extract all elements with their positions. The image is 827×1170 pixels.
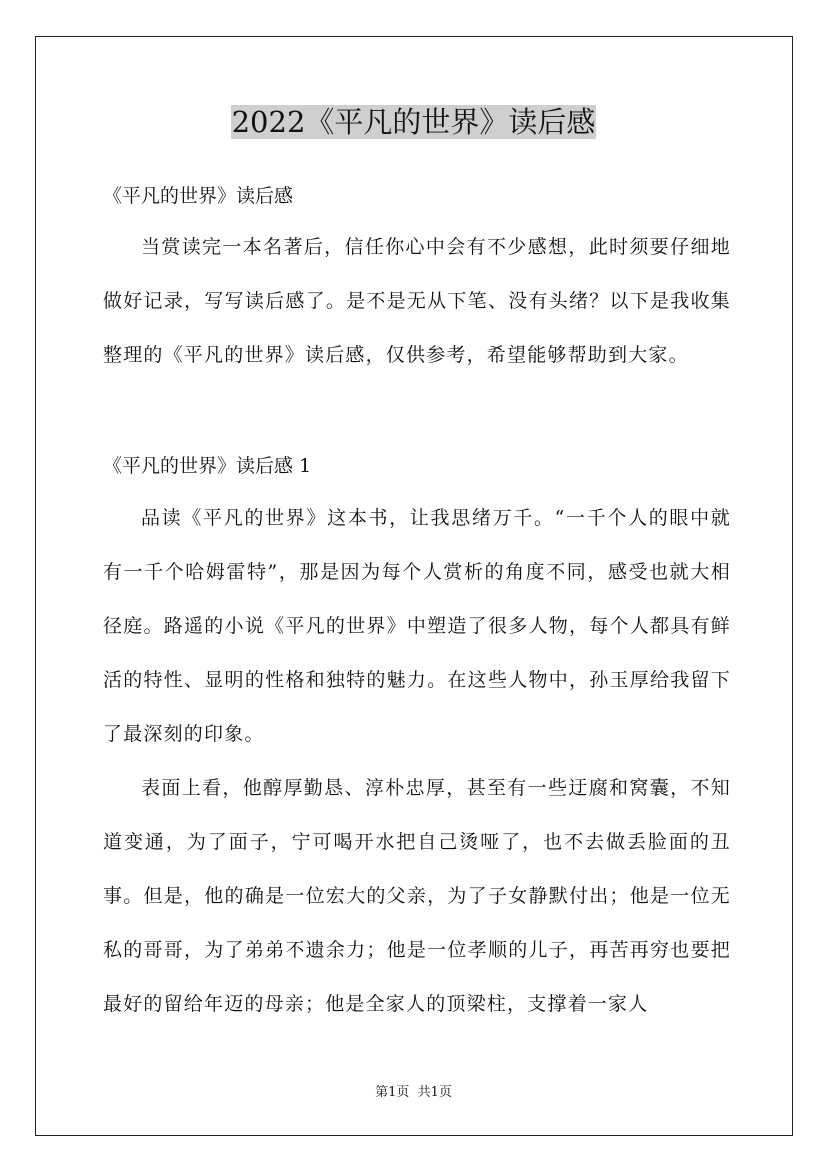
document-subtitle: 《平凡的世界》读后感 [103, 185, 294, 207]
document-title-text: 2022《平凡的世界》读后感 [231, 105, 596, 139]
intro-paragraph: 当赏读完一本名著后，信任你心中会有不少感想，此时须要仔细地做好记录，写写读后感了。是不是无从下笔、没有头绪？以下是我收集整理的《平凡的世界》读后感，仅供参考，希望能够帮助到大家。 [103, 236, 731, 366]
section-heading: 《平凡的世界》读后感 1 [103, 455, 312, 477]
body-paragraph-2: 表面上看，他醇厚勤恳、淳朴忠厚，甚至有一些迂腐和窝囊，不知道变通，为了面子，宁可喝开水把自己烫哑了，也不去做丢脸面的丑事。但是，他的确是一位宏大的父亲，为了子女静默付出；他是一位无私的哥哥，为了弟弟不遗余力；他是一位孝顺的儿子，再苦再穷也要把最好的留给年迈的母亲；他是全家人的顶梁柱，支撑着一家人 [103, 777, 731, 1015]
body-paragraph-1: 品读《平凡的世界》这本书，让我思绪万千。“一千个人的眼中就有一千个哈姆雷特”，那是因为每个人赏析的角度不同，感受也就大相径庭。路遥的小说《平凡的世界》中塑造了很多人物，每个人都具有鲜活的特性、显明的性格和独特的魅力。在这些人物中，孙玉厚给我留下了最深刻的印象。 [103, 507, 731, 745]
document-title [0, 104, 827, 140]
page-footer: 第1页 共1页 [375, 1085, 452, 1100]
